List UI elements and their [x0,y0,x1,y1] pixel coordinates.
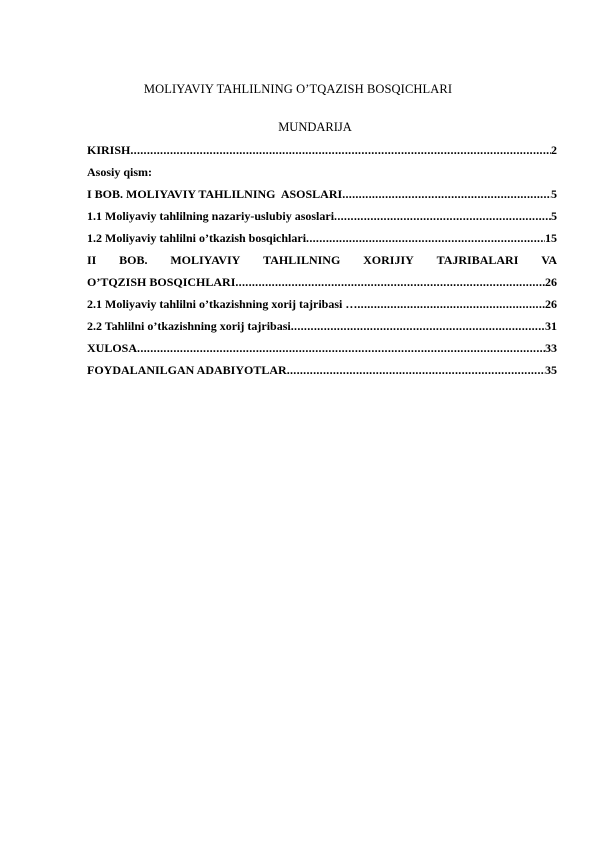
toc-entry-label: 2.2 Tahlilni o’tkazishning xorij tajribasi [87,319,291,333]
toc-entry-word: BOB. [119,253,148,267]
toc-dot-leader [306,227,545,249]
toc-dot-leader [334,205,551,227]
toc-entry-kirish [87,139,557,161]
toc-entry-label: O’TQZISH BOSQICHLARI [87,275,236,289]
toc-entry-page: 15 [545,231,557,245]
toc-entry-label: 2.1 Moliyaviy tahlilni o’tkazishning xorij tajribasi … [87,297,358,311]
toc-entry-page: 31 [545,319,557,333]
table-of-contents [87,139,557,381]
toc-entry-label: I BOB. MOLIYAVIY TAHLILNING ASOSLARI [87,187,343,201]
toc-entry-label: 1.2 Moliyaviy tahlilni o’tkazish bosqichlari [87,231,307,245]
document-title: MOLIYAVIY TAHLILNING O’TQAZISH BOSQICHLARI [143,82,453,96]
toc-entry-page: 5 [551,187,557,201]
toc-entry-label: XULOSA [87,341,138,355]
toc-entry-chapter-1 [87,183,557,205]
toc-entry-page: 26 [545,275,557,289]
toc-heading: MUNDARIJA [278,120,352,134]
toc-dot-leader [137,337,545,359]
toc-entry-1-1 [87,205,557,227]
toc-entry-2-1 [87,293,557,315]
toc-entry-foydalanilgan-adabiyotlar [87,359,557,381]
toc-entry-1-2 [87,227,557,249]
toc-entry-2-2 [87,315,557,337]
toc-dot-leader [291,315,545,337]
toc-entry-asosiy-qism [87,161,557,183]
toc-entry-page: 35 [545,363,557,377]
toc-entry-page: 5 [551,209,557,223]
toc-entry-page: 26 [545,297,557,311]
toc-entry-chapter-2-line-2 [87,271,557,293]
toc-entry-word: TAHLILNING [263,253,341,267]
toc-entry-chapter-2-line-1 [87,249,557,271]
toc-entry-page: 2 [551,143,557,157]
toc-dot-leader [357,293,545,315]
toc-entry-word: XORIJIY [363,253,414,267]
toc-entry-word: MOLIYAVIY [170,253,241,267]
toc-entry-page: 33 [545,341,557,355]
toc-entry-label: Asosiy qism: [87,165,153,179]
toc-dot-leader [130,139,551,161]
toc-entry-label: FOYDALANILGAN ADABIYOTLAR [87,363,287,377]
toc-entry-word: VA [541,253,557,267]
toc-entry-word: TAJRIBALARI [436,253,519,267]
toc-entry-xulosa [87,337,557,359]
toc-entry-label: KIRISH [87,143,131,157]
toc-entry-word: II [87,253,97,267]
toc-dot-leader [235,271,545,293]
toc-dot-leader [287,359,545,381]
toc-entry-label: 1.1 Moliyaviy tahlilning nazariy-uslubiy asoslari [87,209,335,223]
toc-dot-leader [342,183,551,205]
